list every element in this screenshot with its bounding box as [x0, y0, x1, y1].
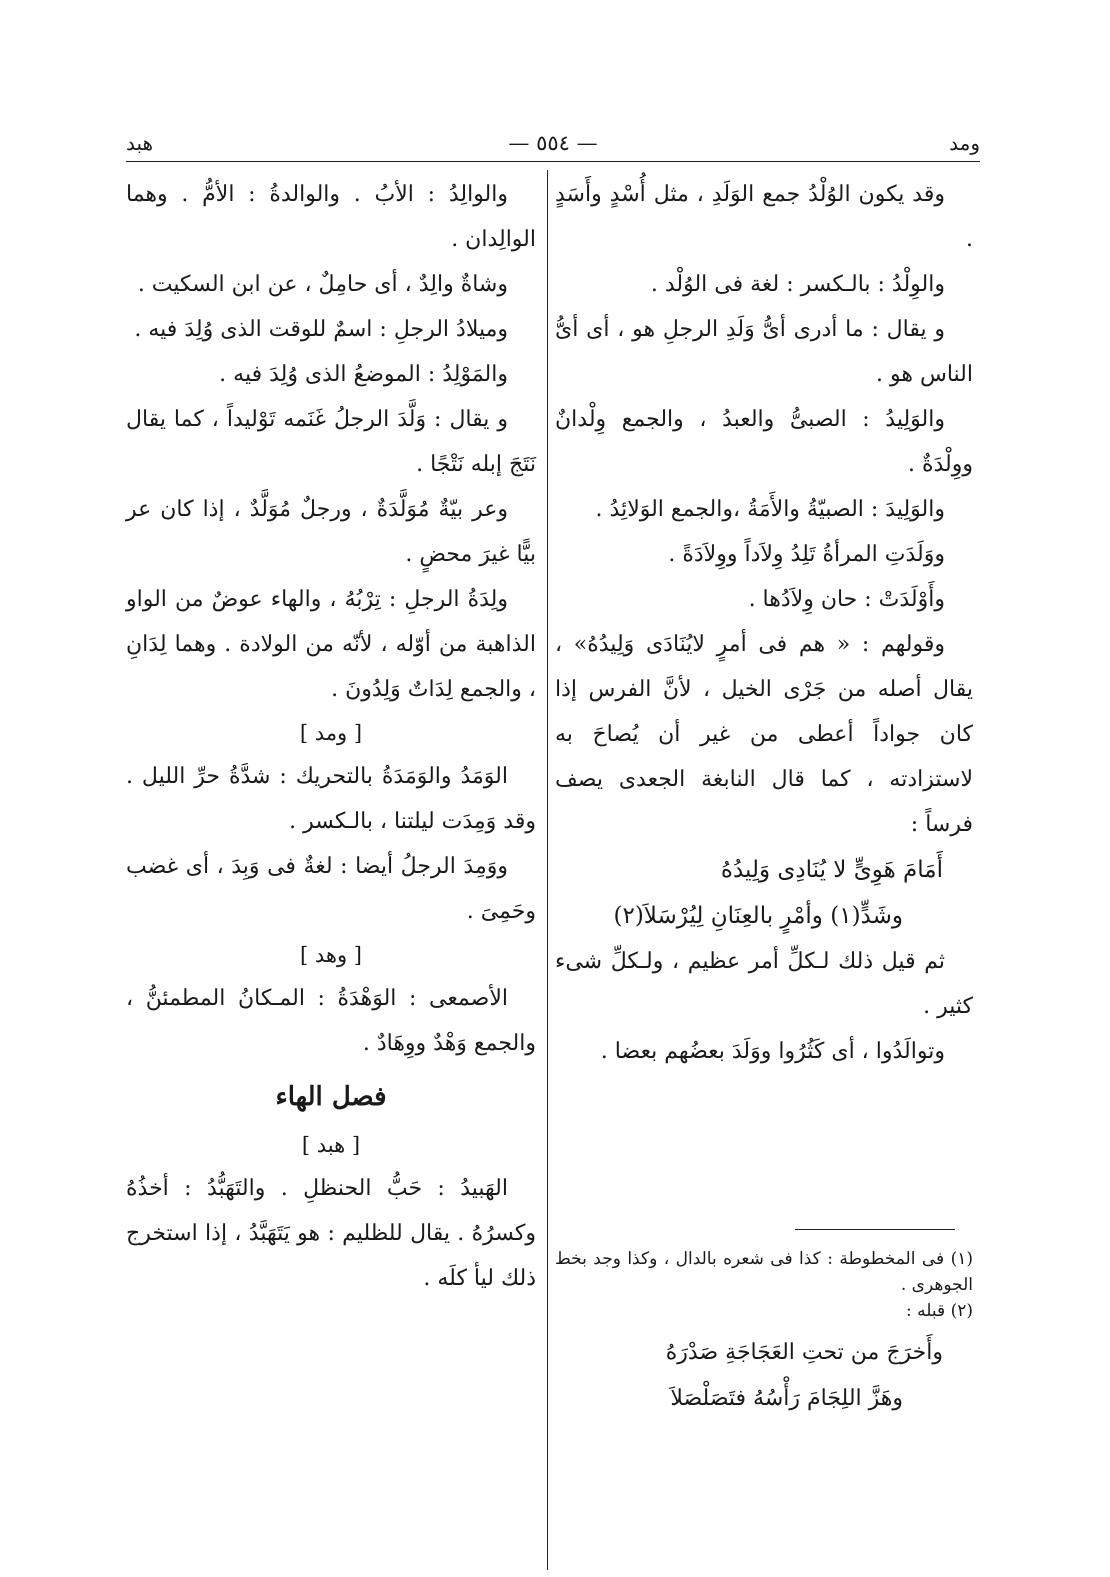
footnote: (١) فى المخطوطة : كذا فى شعره بالدال ، وكذا وجد بخط الجوهرى .	[555, 1249, 973, 1295]
section-title: فصل الهاء	[275, 1082, 387, 1112]
paragraph: وقد يكون الوُلْدُ جمع الوَلَدِ ، مثل أُسْدٍ وأَسَدٍ .	[555, 182, 973, 252]
paragraph: الهَبيدُ : حَبُّ الحنظلِ . والتَهَبُّدُ : أخذُهُ وكسرُهُ . يقال للظليم : هو يَتَهَبَّدُ ، إذا استخرج ذلك ليأ كلَه .	[126, 1176, 536, 1291]
header-right-word: ومد	[949, 131, 980, 155]
column-divider	[547, 170, 548, 1570]
header-rule	[126, 161, 980, 162]
paragraph: و يقال : وَلَّدَ الرجلُ غَنَمه تَوْليداً ، كما يقال نَتَجَ إبله نَتْجًا .	[126, 407, 536, 477]
right-column	[555, 172, 973, 1074]
paragraph: وميلادُ الرجلِ : اسمٌ للوقت الذى وُلِدَ فيه .	[134, 317, 508, 342]
footnote-verse-line: وهَزَّ اللِجَامَ رَأْسُهُ فتَصَلْصَلاَ	[670, 1386, 903, 1411]
footnotes	[555, 1246, 973, 1422]
left-column	[126, 172, 536, 1301]
entry-heading: [ ومد ]	[299, 721, 363, 745]
paragraph: الأصمعى : الوَهْدَةُ : المـكانُ المطمئنُّ ، والجمع وَهْدٌ ووِهَادٌ .	[126, 986, 536, 1056]
paragraph: ولِدَةُ الرجلِ : تِرْبُهُ ، والهاء عوضٌ من الواو الذاهبة من أوّله ، لأنّه من الولادة . وهما لِدَانِ ، والجمع لِدَاتٌ وَلِدُونَ .	[126, 587, 536, 702]
paragraph: والوِلْدُ : بالـكسر : لغة فى الوُلْد .	[650, 272, 945, 297]
paragraph: وشاةٌ والِدٌ ، أى حامِلٌ ، عن ابن السكيت .	[137, 272, 508, 297]
paragraph: وتوالَدُوا ، أى كَثُرُوا ووَلَدَ بعضُهم بعضا .	[600, 1039, 945, 1064]
footnote-verse-line: وأَخرَجَ من تحتِ العَجَاجَةِ صَدْرَهُ	[665, 1340, 943, 1365]
paragraph: وعر بيّةٌ مُوَلَّدَةٌ ، ورجلٌ مُوَلَّدٌ ، إذا كان عر بيًّا غيرَ محضٍ .	[126, 497, 536, 567]
paragraph: وقولهم : « هم فى أمرٍ لايُنَادَى وَلِيدُهُ» ، يقال أصله من جَرْى الخيل ، لأنَّ الفرس إذا كان جواداً أعطى من غير أن يُصاحَ به لاستزادته ، كما قال النابغة الجعدى يصف فرساً :	[555, 632, 973, 837]
paragraph: ووَمِدَ الرجلُ أيضا : لغةٌ فى وَبِدَ ، أى غضب وحَمِىَ .	[126, 854, 536, 924]
footnote-rule	[795, 1229, 955, 1230]
paragraph: وأَوْلَدَتْ : حان وِلاَدُها .	[748, 587, 945, 612]
entry-heading: [ هبد ]	[301, 1133, 361, 1157]
paragraph: والمَوْلِدُ : الموضعُ الذى وُلِدَ فيه .	[219, 362, 508, 387]
paragraph: ثم قيل ذلك لـكلِّ أمر عظيم ، ولـكلِّ شىء كثير .	[555, 949, 973, 1019]
page-number: — ٥٥٤ —	[508, 131, 598, 155]
paragraph: الوَمَدُ والوَمَدَةُ بالتحريك : شدَّةُ حرِّ الليل . وقد وَمِدَت ليلتنا ، بالـكسر .	[126, 764, 536, 834]
paragraph: ووَلَدَتِ المرأةُ تَلِدُ وِلاَداً ووِلاَدَةً .	[668, 542, 945, 567]
paragraph: و يقال : ما أدرى أىُّ وَلَدِ الرجلِ هو ، أى أىُّ الناس هو .	[555, 317, 973, 387]
paragraph: والوَلِيدُ : الصبىُّ والعبدُ ، والجمع وِلْدانٌ ووِلْدَةٌ .	[555, 407, 973, 477]
paragraph: والوَلِيدَ : الصبيّةُ والأَمَةُ ،والجمع الوَلائِدُ .	[595, 497, 945, 522]
header-left-word: هبد	[126, 131, 154, 155]
verse-line: وشَدٍّ(١) وأمْرٍ بالعِنَانِ لِيُرْسَلاَ(٢)	[613, 903, 903, 929]
verse-line: أَمَامَ هَوِىٍّ لا يُنَادِى وَلِيدُهُ	[720, 857, 943, 883]
paragraph: والوالِدُ : الأبُ . والوالدةُ : الأمُّ . وهما الوالِدان .	[126, 182, 536, 252]
entry-heading: [ وهد ]	[300, 943, 362, 967]
footnote: (٢) قبله :	[906, 1301, 973, 1321]
page-header	[126, 128, 980, 158]
